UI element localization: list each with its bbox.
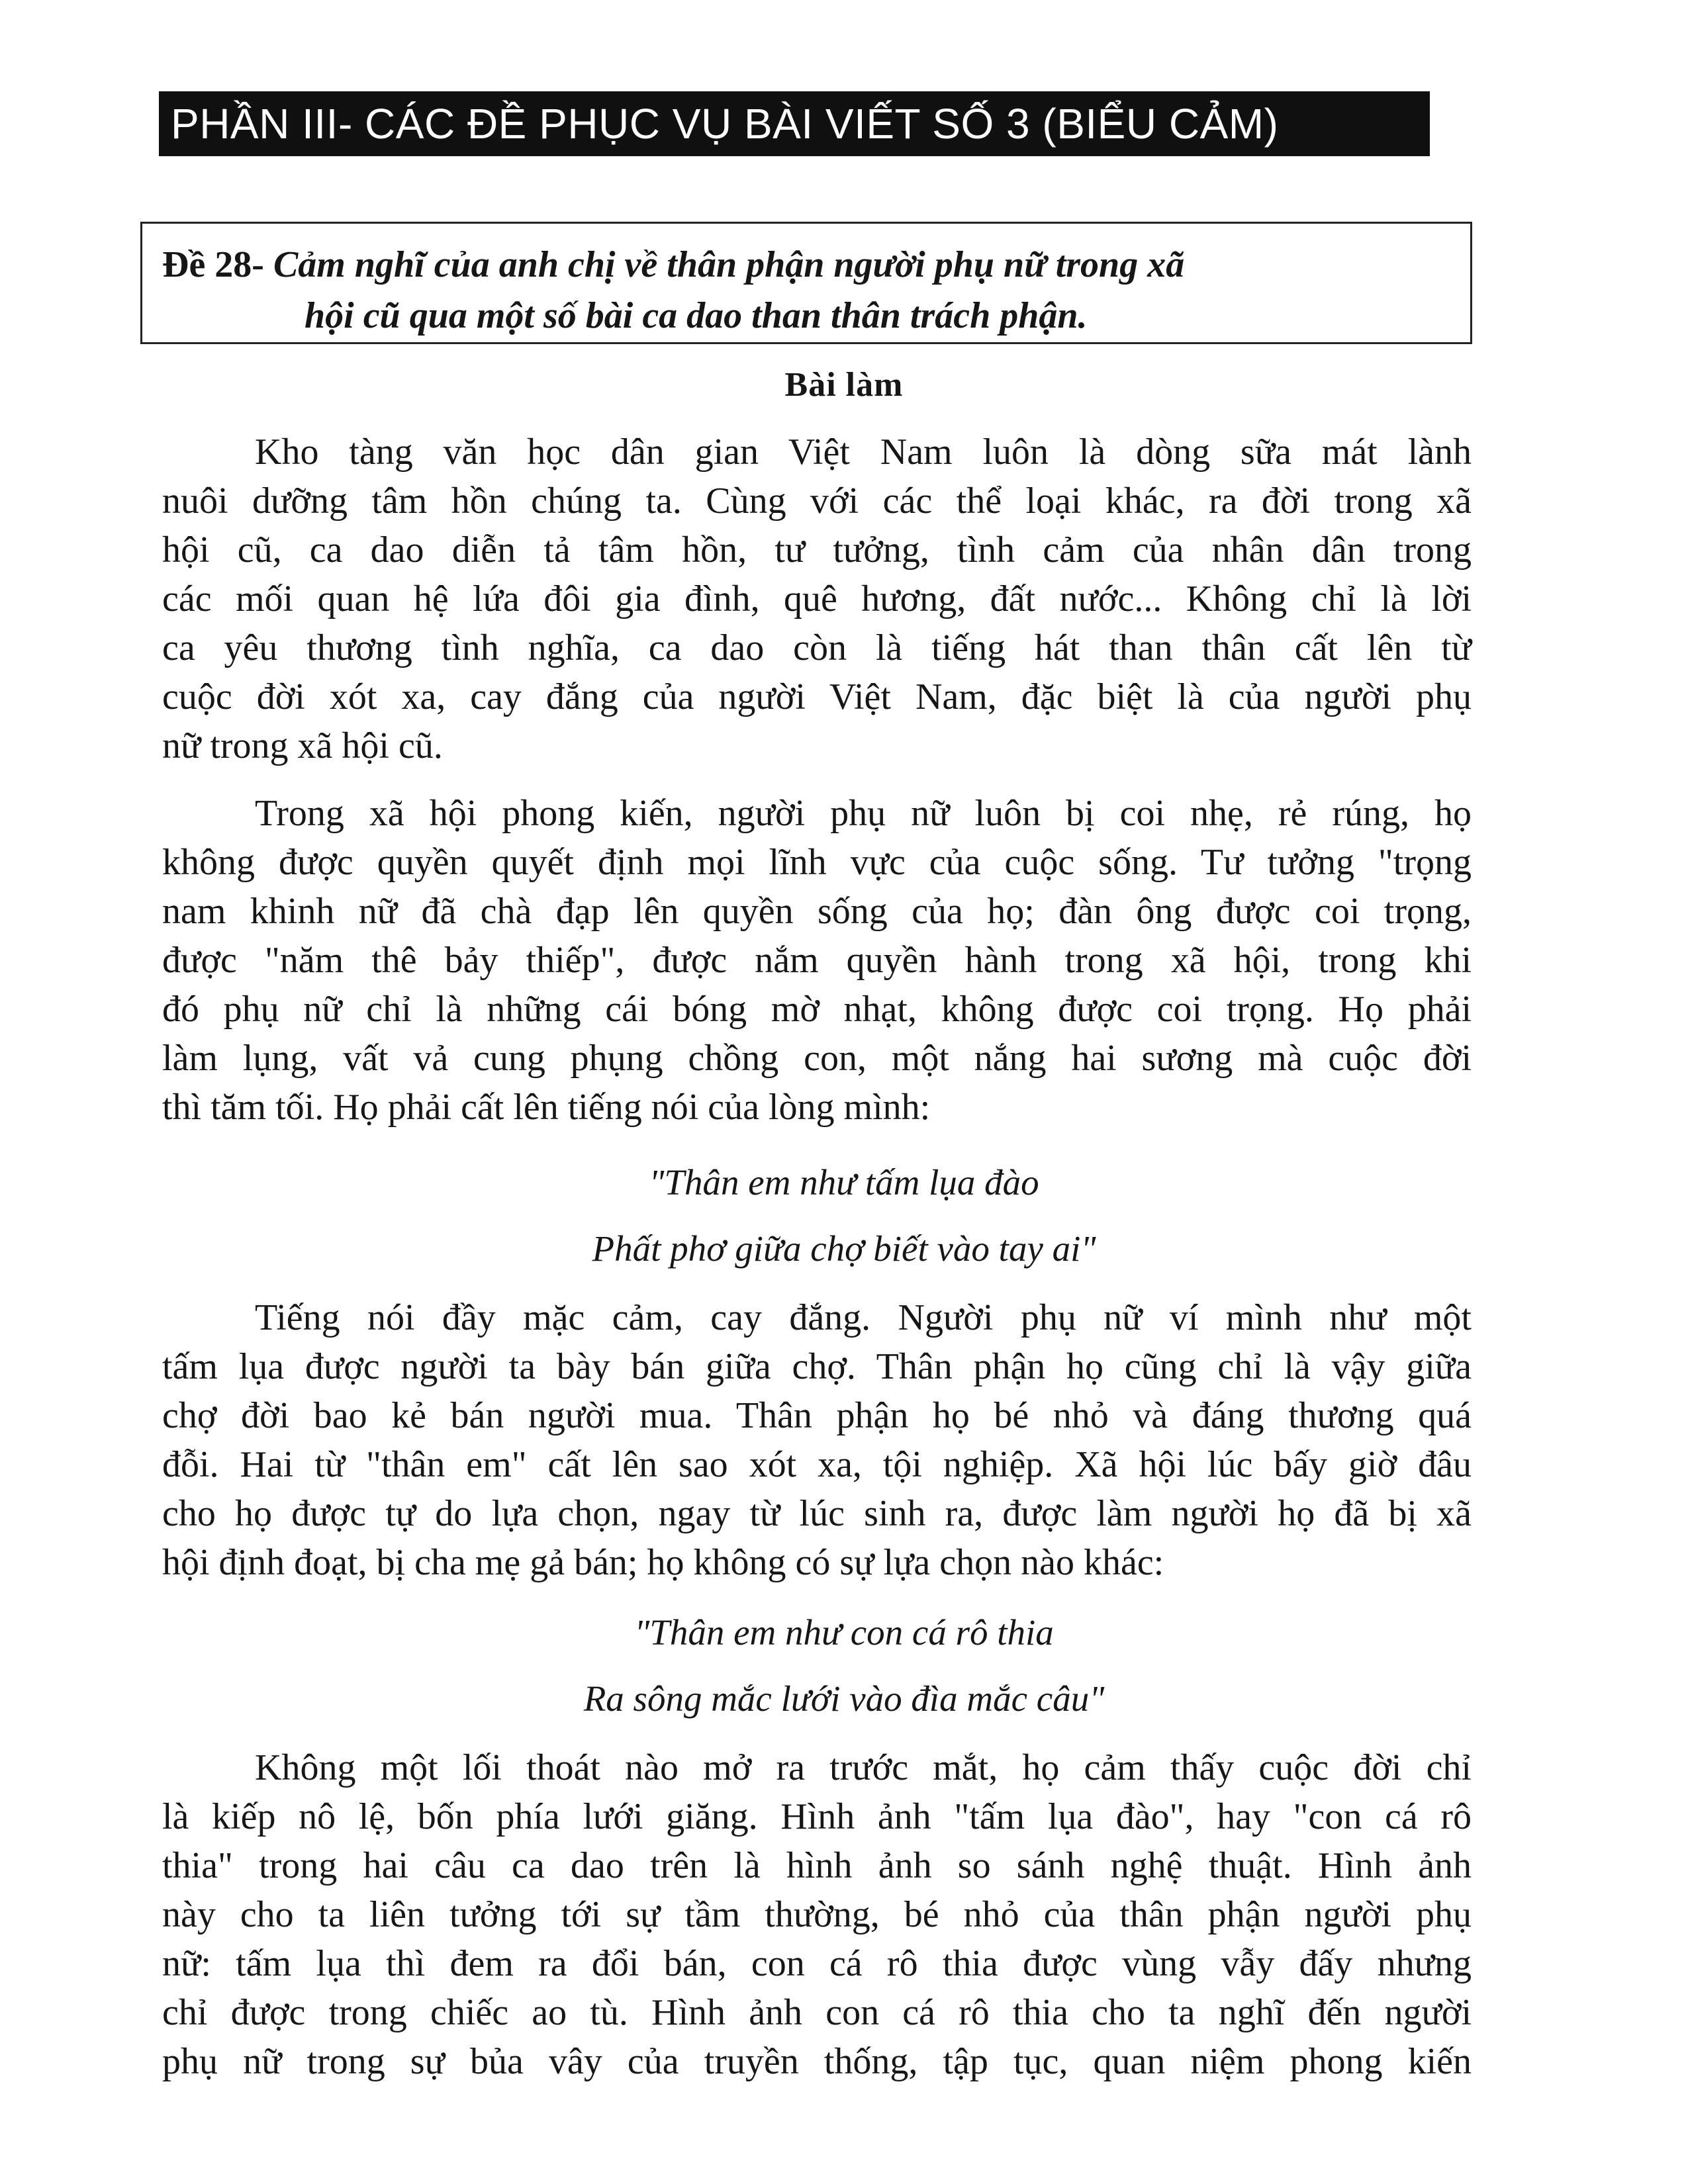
paragraph-4-line: này cho ta liên tưởng tới sự tầm thường, bé nhỏ của thân phận người phụ (162, 1894, 1472, 1935)
paragraph-2-line: làm lụng, vất vả cung phụng chồng con, một nắng hai sương mà cuộc đời (162, 1038, 1472, 1079)
paragraph-1-line: Kho tàng văn học dân gian Việt Nam luôn là dòng sữa mát lành (255, 432, 1472, 473)
paragraph-1-line: nuôi dưỡng tâm hồn chúng ta. Cùng với các thể loại khác, ra đời trong xã (162, 480, 1472, 522)
prompt-title-part-1: Cảm nghĩ của anh chị về thân phận người phụ nữ trong xã (273, 244, 1185, 285)
paragraph-2-line: Trong xã hội phong kiến, người phụ nữ luôn bị coi nhẹ, rẻ rúng, họ (255, 793, 1472, 834)
verse-2-line: "Thân em như con cá rô thia (634, 1612, 1054, 1653)
paragraph-2-line: nam khinh nữ đã chà đạp lên quyền sống của họ; đàn ông được coi trọng, (162, 891, 1472, 932)
section-header: PHẦN III- CÁC ĐỀ PHỤC VỤ BÀI VIẾT SỐ 3 (BIỂU CẢM) (159, 91, 1430, 156)
paragraph-4-line: Không một lối thoát nào mở ra trước mắt, họ cảm thấy cuộc đời chỉ (255, 1747, 1472, 1788)
prompt-label: Đề 28- (162, 244, 264, 285)
paragraph-4-line: phụ nữ trong sự bủa vây của truyền thống, tập tục, quan niệm phong kiến (162, 2041, 1472, 2082)
prompt-title-part-2: hội cũ qua một số bài ca dao than thân trách phận. (305, 295, 1088, 336)
paragraph-1-line: hội cũ, ca dao diễn tả tâm hồn, tư tưởng, tình cảm của nhân dân trong (162, 529, 1472, 570)
paragraph-4-line: nữ: tấm lụa thì đem ra đổi bán, con cá rô thia được vùng vẫy đấy nhưng (162, 1943, 1472, 1984)
paragraph-1-line: ca yêu thương tình nghĩa, ca dao còn là tiếng hát than thân cất lên từ (162, 627, 1472, 668)
verse-1-line: Phất phơ giữa chợ biết vào tay ai" (592, 1228, 1096, 1269)
paragraph-2-line: không được quyền quyết định mọi lĩnh vực của cuộc sống. Tư tưởng "trọng (162, 842, 1472, 883)
verse-1-line: "Thân em như tấm lụa đào (649, 1162, 1039, 1203)
paragraph-1-line: các mối quan hệ lứa đôi gia đình, quê hương, đất nước... Không chỉ là lời (162, 578, 1472, 619)
paragraph-4-line: là kiếp nô lệ, bốn phía lưới giăng. Hình ảnh "tấm lụa đào", hay "con cá rô (162, 1796, 1472, 1837)
paragraph-1-line: cuộc đời xót xa, cay đắng của người Việt Nam, đặc biệt là của người phụ (162, 676, 1472, 717)
paragraph-3-line: tấm lụa được người ta bày bán giữa chợ. Thân phận họ cũng chỉ là vậy giữa (162, 1346, 1472, 1387)
paragraph-4-line: chỉ được trong chiếc ao tù. Hình ảnh con cá rô thia cho ta nghĩ đến người (162, 1992, 1472, 2033)
paragraph-1-line: nữ trong xã hội cũ. (162, 725, 443, 766)
paragraph-3-line: hội định đoạt, bị cha mẹ gả bán; họ không có sự lựa chọn nào khác: (162, 1542, 1164, 1583)
prompt-line-1 (162, 244, 1184, 286)
paragraph-3-line: Tiếng nói đầy mặc cảm, cay đắng. Người phụ nữ ví mình như một (255, 1297, 1472, 1338)
paragraph-2-line: được "năm thê bảy thiếp", được nắm quyền hành trong xã hội, trong khi (162, 940, 1472, 981)
paragraph-3-line: chợ đời bao kẻ bán người mua. Thân phận họ bé nhỏ và đáng thương quá (162, 1395, 1472, 1436)
paragraph-3-line: cho họ được tự do lựa chọn, ngay từ lúc sinh ra, được làm người họ đã bị xã (162, 1493, 1472, 1534)
paragraph-4-line: thia" trong hai câu ca dao trên là hình ảnh so sánh nghệ thuật. Hình ảnh (162, 1845, 1472, 1886)
answer-heading: Bài làm (784, 366, 904, 404)
paragraph-2-line: đó phụ nữ chỉ là những cái bóng mờ nhạt, không được coi trọng. Họ phải (162, 989, 1472, 1030)
paragraph-3-line: đỗi. Hai từ "thân em" cất lên sao xót xa, tội nghiệp. Xã hội lúc bấy giờ đâu (162, 1444, 1472, 1485)
verse-2-line: Ra sông mắc lưới vào đìa mắc câu" (583, 1678, 1105, 1719)
paragraph-2-line: thì tăm tối. Họ phải cất lên tiếng nói của lòng mình: (162, 1087, 931, 1128)
essay-prompt-box (140, 222, 1472, 344)
